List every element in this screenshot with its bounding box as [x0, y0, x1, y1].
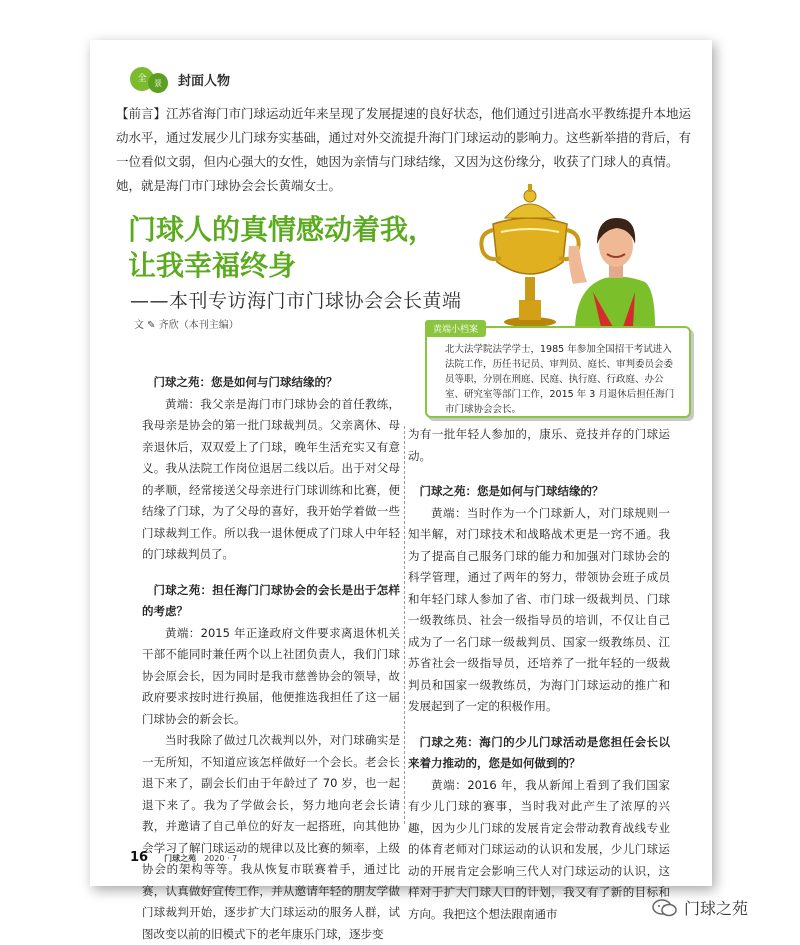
interview-question: 门球之苑：海门的少儿门球活动是您担任会长以来着力推动的，您是如何做到的？ — [408, 734, 670, 770]
right-column — [408, 424, 670, 925]
issue-number: 2020 · 7 — [204, 854, 238, 863]
portrait-image — [569, 218, 656, 327]
interview-answer: 黄端：2015 年正逢政府文件要求离退休机关干部不能同时兼任两个以上社团负责人，我们门球协会原会长，因为同时是我市慈善协会的领导，故政府要求按时进行换届，他便推选我担任了这一届门球协会的新会长。 — [142, 625, 400, 726]
interview-answer: 黄端：当时作为一个门球新人，对门球规则一知半解，对门球技术和战略战术更是一窍不通。我为了提高自己服务门球的能力和加强对门球协会的科学管理，通过了两年的努力，带领协会班子成员和年轻门球人参加了省、市门球一级裁判员、门球一级教练员、社会一级指导员的培训，不仅让自己成为了一名门球一级裁判员、国家一级教练员、江苏省社会一级指导员，还培养了一批年轻的一级裁判员和国家一级教练员，为海门门球运动的推广和发展起到了一定的积极作用。 — [408, 505, 670, 713]
interview-question: 门球之苑：担任海门门球协会的会长是出于怎样的考虑？ — [142, 582, 400, 618]
wechat-icon — [652, 898, 678, 918]
interview-answer: 当时我除了做过几次裁判以外，对门球确实是一无所知，不知道应该怎样做好一个会长。老会长退下来了，副会长们由于年龄过了 70 岁，也一起退下来了。我为了学做会长，努力地向老会长请教，并邀请了自己单位的好友一起搭班，向其他协会学习了解门球运动的规律以及比赛的频率，上级协会的架构等等。我从恢复市联赛着手，通过比赛，认真做好宣传工作，并从邀请年轻的朋友学做门球裁判开始，逐步扩大门球运动的服务人群，试图改变以前的旧模式下的老年康乐门球，逐步变 — [142, 733, 400, 941]
intro-tag: 【前言】 — [116, 106, 167, 121]
interview-answer: 黄端：我父亲是海门市门球协会的首任教练，我母亲是协会的第一批门球裁判员。父亲离休、母亲退休后，双双爱上了门球，晚年生活充实又有意义。我从法院工作岗位退居二线以后。出于对父母的孝顺，经常接送父母亲进行门球训练和比赛，便结缘了门球，为了父母的喜好，我开始学着做一些门球裁判工作。所以我一退休便成了门球人中年轻的门球裁判员了。 — [142, 396, 400, 561]
magazine-page — [90, 40, 712, 941]
interview-question: 门球之苑：您是如何与门球结缘的？ — [419, 484, 604, 498]
section-header — [130, 64, 230, 94]
interview-question: 门球之苑：您是如何与门球结缘的？ — [153, 375, 338, 389]
section-badge: 全 — [130, 67, 154, 91]
profile-label: 黄端小档案 — [425, 320, 486, 337]
byline: 文 ✎ 齐欣（本刊主编） — [134, 320, 239, 331]
profile-text: 北大法学院法学学士，1985 年参加全国招干考试进入法院工作，历任书记员、审判员、庭长、审判委员会委员等职，分别在刑庭、民庭、执行庭、行政庭、办公室、研究室等部门工作，2015 年 3 月退休后担任海门市门球协会会长。 — [445, 344, 675, 415]
headline-line-1: 门球人的真情感动着我， — [128, 213, 437, 246]
magazine-name: 门球之苑 — [164, 854, 197, 863]
wechat-watermark — [652, 896, 748, 919]
section-title: 封面人物 — [178, 73, 231, 89]
headline — [128, 212, 508, 284]
watermark-text: 门球之苑 — [684, 899, 749, 918]
profile-box — [425, 326, 691, 418]
intro-text: 江苏省海门市门球运动近年来呈现了发展提速的良好状态，他们通过引进高水平教练提升本地运动水平，通过发展少儿门球夯实基础，通过对外交流提升海门门球运动的影响力。这些新举措的背后，有一位看似文弱，但内心强大的女性，她因为亲情与门球结缘，又因为这份缘分，收获了门球人的真情。她，就是海门市门球协会会长黄端女士。 — [116, 106, 692, 193]
cover-photo-trophy-portrait — [475, 182, 655, 327]
column-divider — [404, 426, 405, 824]
page-number: 16 — [130, 850, 149, 865]
subtitle: ——本刊专访海门市门球协会会长黄端 — [130, 290, 462, 312]
trophy-image — [481, 184, 578, 327]
page-footer — [130, 850, 237, 865]
section-badge-secondary: 景 — [148, 73, 168, 93]
continued-paragraph: 为有一批年轻人参加的，康乐、竞技并存的门球运动。 — [408, 427, 670, 463]
interview-answer: 黄端：2016 年，我从新闻上看到了我们国家有少儿门球的赛事，当时我对此产生了浓厚的兴趣，因为少儿门球的发展肯定会带动教育战线专业的体育老师对门球运动的认识和发展，少儿门球运动的开展肯定会影响三代人对门球运动的认识，这样对于扩大门球人口的计划，我又有了新的目标和方向。我把这个想法跟南通市 — [408, 777, 670, 921]
headline-line-2: 让我幸福终身 — [128, 249, 297, 282]
